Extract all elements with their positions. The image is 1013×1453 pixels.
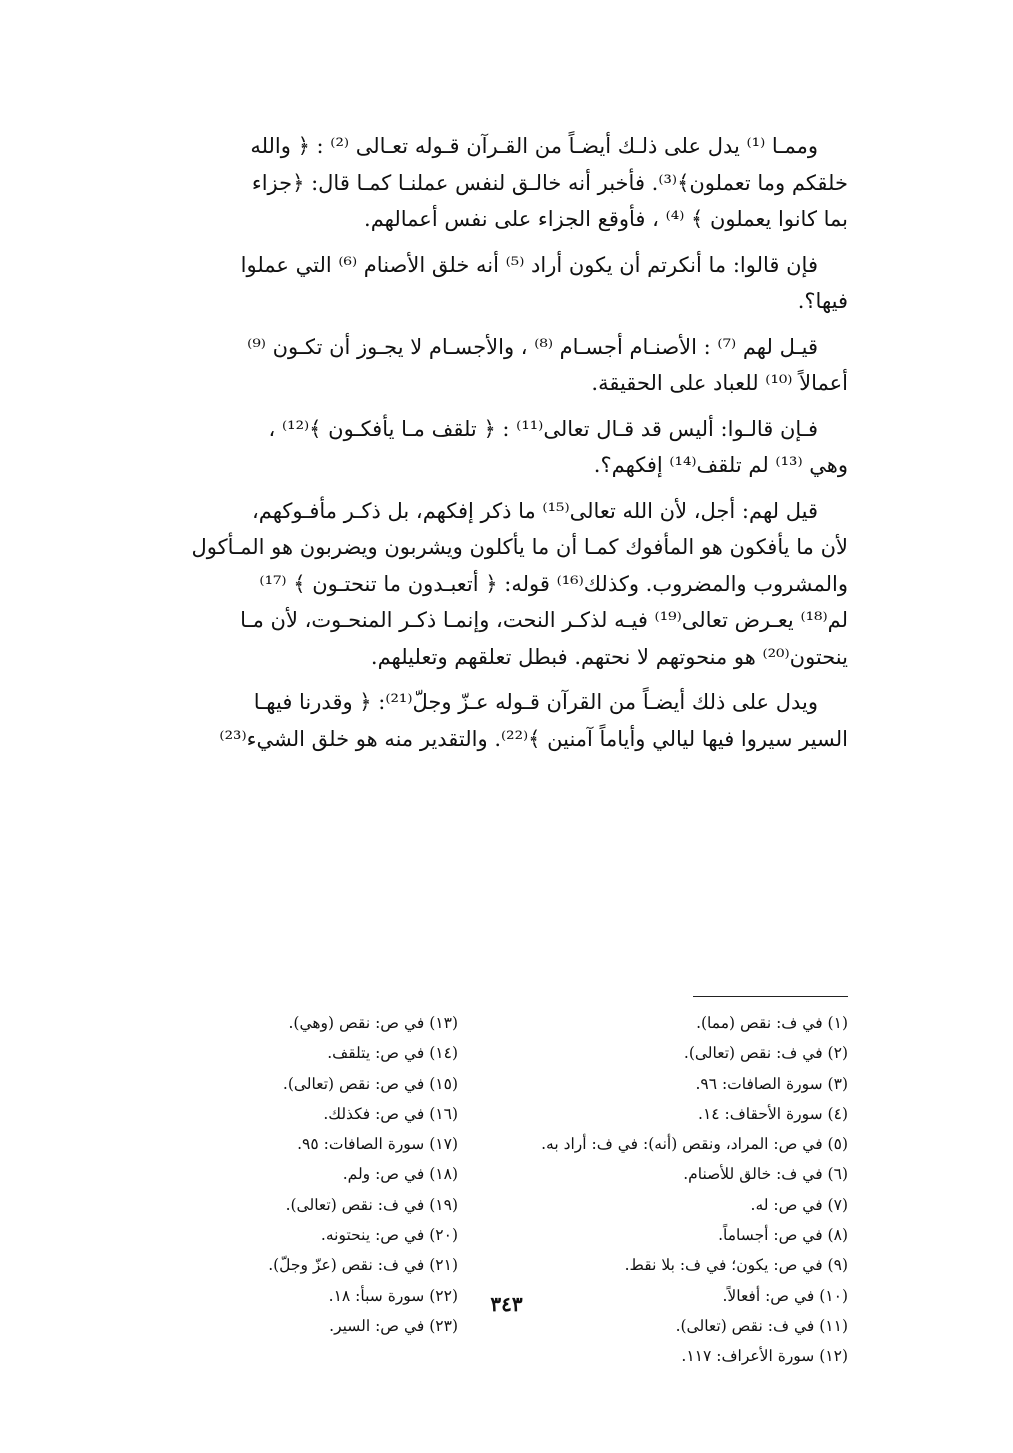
footnote: (١٨) في ص: ولم.	[342, 1165, 458, 1184]
footnotes-left-column	[158, 1008, 458, 1372]
text-line: فإن قالوا: ما أنكرتم أن يكون أراد ⁽⁵⁾ أنه خلق الأصنام ⁽⁶⁾ التي عملوا	[240, 252, 818, 277]
text-line: فيها؟.	[797, 289, 848, 313]
text-line: قيـل لهم ⁽⁷⁾ : الأصنـام أجسـام ⁽⁸⁾ ، والأجسـام لا يجـوز أن تكـون ⁽⁹⁾	[247, 334, 818, 359]
footnote: (٢٠) في ص: ينحتونه.	[320, 1226, 458, 1245]
footnotes	[158, 1008, 848, 1372]
text-line: خلقكم وما تعملون﴾⁽³⁾. فأخبر أنه خالـق لنفس عملنـا كمـا قال: ﴿جزاء	[251, 170, 848, 195]
footnote: (١٤) في ص: يتلقف.	[327, 1044, 458, 1063]
footnote: (٣) سورة الصافات: ٩٦.	[695, 1074, 848, 1093]
footnote-separator	[693, 996, 848, 997]
page-number: ٣٤٣	[490, 1292, 523, 1316]
paragraph	[158, 128, 848, 238]
paragraph	[158, 329, 848, 402]
footnote: (١٥) في ص: نقص (تعالى).	[282, 1074, 458, 1093]
text-line: أعمالاً ⁽¹⁰⁾ للعباد على الحقيقة.	[591, 371, 848, 395]
paragraph	[158, 411, 848, 484]
footnote: (٢٣) في ص: السير.	[329, 1316, 458, 1335]
footnote: (١٧) سورة الصافات: ٩٥.	[297, 1135, 458, 1154]
text-line: فـإن قالـوا: أليس قد قـال تعالى⁽¹¹⁾ : ﴿ تلقف مـا يأفكـون ﴾⁽¹²⁾ ،	[268, 416, 818, 441]
footnote: (٨) في ص: أجساماً.	[718, 1226, 848, 1245]
footnote: (٤) سورة الأحقاف: ١٤.	[698, 1104, 848, 1123]
paragraph	[158, 684, 848, 757]
text-line: لأن ما يأفكون هو المأفوك كمـا أن ما يأكلون ويشربون ويضربون هو المـأكول	[191, 535, 848, 559]
footnote: (٢) في ف: نقص (تعالى).	[683, 1044, 848, 1063]
footnote: (١) في ف: نقص (مما).	[696, 1014, 848, 1032]
footnote: (٩) في ص: يكون؛ في ف: بلا نقط.	[624, 1256, 848, 1275]
footnote: (١٢) سورة الأعراف: ١١٧.	[681, 1347, 848, 1366]
footnote: (١٦) في ص: فكذلك.	[323, 1104, 458, 1123]
footnote: (١٠) في ص: أفعالاً.	[722, 1286, 848, 1305]
text-line: ويدل على ذلك أيضـاً من القرآن قـوله عـزّ وجلّ⁽²¹⁾: ﴿ وقدرنا فيهـا	[253, 690, 818, 714]
footnote: (١٣) في ص: نقص (وهي).	[288, 1014, 458, 1032]
footnote: (٦) في ف: خالق للأصنام.	[683, 1165, 848, 1184]
footnotes-right-column	[458, 1008, 848, 1372]
footnote: (٢٢) سورة سبأ: ١٨.	[328, 1286, 458, 1305]
text-line: قيل لهم: أجل، لأن الله تعالى⁽¹⁵⁾ ما ذكر إفكهم، بل ذكـر مأفـوكهم،	[251, 498, 818, 523]
text-line: السير سيروا فيها ليالي وأياماً آمنين ﴾⁽²²⁾. والتقدير منه هو خلق الشيء⁽²³⁾	[219, 726, 848, 751]
text-line: وممـا ⁽¹⁾ يدل على ذلـك أيضـاً من القـرآن قـوله تعـالى ⁽²⁾ : ﴿ والله	[250, 134, 818, 158]
footnote: (١١) في ف: نقص (تعالى).	[675, 1316, 848, 1335]
footnote: (٧) في ص: له.	[750, 1195, 848, 1214]
paragraph	[158, 493, 848, 676]
text-line: بما كانوا يعملون ﴾ ⁽⁴⁾ ، فأوقع الجزاء على نفس أعمالهم.	[364, 207, 848, 231]
text-line: وهي ⁽¹³⁾ لم تلقف⁽¹⁴⁾ إفكهم؟.	[593, 453, 848, 477]
main-text	[158, 128, 848, 757]
footnote: (١٩) في ف: نقص (تعالى).	[285, 1195, 458, 1214]
text-line: ينحتون⁽²⁰⁾ هو منحوتهم لا نحتهم. فبطل تعلقهم وتعليلهم.	[370, 644, 848, 669]
footnote: (٢١) في ف: نقص (عزّ وجلّ).	[268, 1256, 458, 1275]
paragraph	[158, 247, 848, 320]
text-line: والمشروب والمضروب. وكذلك⁽¹⁶⁾ قوله: ﴿ أتعبـدون ما تنحتـون ﴾ ⁽¹⁷⁾	[259, 571, 848, 596]
text-line: لم⁽¹⁸⁾ يعـرض تعالى⁽¹⁹⁾ فيـه لذكـر النحت، وإنمـا ذكـر المنحـوت، لأن مـا	[240, 608, 848, 632]
footnote: (٥) في ص: المراد، ونقص (أنه): في ف: أراد به.	[541, 1135, 848, 1154]
